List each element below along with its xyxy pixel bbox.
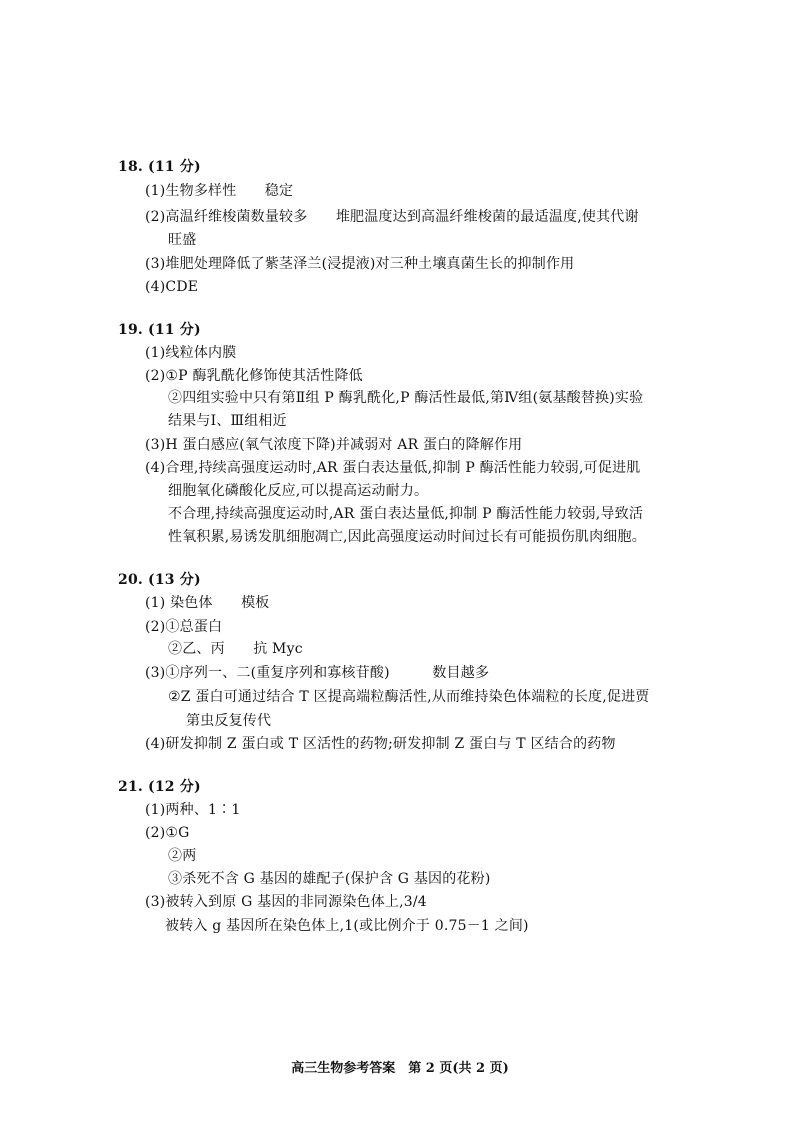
q21-answer-2-part2: ②两: [168, 848, 197, 864]
q18-answer-1: (1)生物多样性 稳定: [145, 183, 294, 199]
q20-heading: 20. (13 分): [118, 572, 201, 588]
q21-answer-2-part3: ③杀死不含 G 基因的雄配子(保护含 G 基因的花粉): [168, 871, 491, 887]
q18-heading: 18. (11 分): [118, 159, 201, 175]
q21-answer-2: (2)①G: [145, 825, 190, 841]
q20-answer-2: (2)①总蛋白: [145, 619, 223, 635]
q20-answer-3-part2-cont: 第虫反复传代: [186, 713, 272, 729]
page-footer: 高三生物参考答案 第 2 页(共 2 页): [291, 1061, 509, 1076]
q21-answer-3-alt: 被转入 g 基因所在染色体上,1(或比例介于 0.75－1 之间): [165, 918, 529, 934]
q21-answer-1: (1)两种、1∶1: [145, 802, 241, 818]
q20-answer-1: (1) 染色体 模板: [145, 595, 270, 611]
q18-answer-2-cont: 旺盛: [168, 232, 197, 248]
q19-answer-2-part2-cont: 结果与Ⅰ、Ⅲ组相近: [168, 413, 287, 429]
q19-answer-2: (2)①P 酶乳酰化修饰使其活性降低: [145, 368, 363, 384]
q20-answer-2-part2: ②乙、丙 抗 Myc: [168, 641, 303, 657]
q20-answer-4: (4)研发抑制 Z 蛋白或 T 区活性的药物;研发抑制 Z 蛋白与 T 区结合的药物: [145, 736, 616, 752]
q19-answer-4-cont: 细胞氧化磷酸化反应,可以提高运动耐力。: [168, 483, 429, 499]
q19-answer-4-alt-cont: 性氧积累,易诱发肌细胞凋亡,因此高强度运动时间过长有可能损伤肌肉细胞。: [168, 529, 646, 545]
q19-answer-1: (1)线粒体内膜: [145, 345, 237, 361]
q18-answer-4: (4)CDE: [145, 279, 199, 295]
q19-answer-4: (4)合理,持续高强度运动时,AR 蛋白表达量低,抑制 P 酶活性能力较弱,可促进肌: [145, 460, 641, 476]
q19-answer-3: (3)H 蛋白感应(氧气浓度下降)并减弱对 AR 蛋白的降解作用: [145, 437, 523, 453]
q21-answer-3: (3)被转入到原 G 基因的非同源染色体上,3/4: [145, 894, 427, 910]
q18-answer-3: (3)堆肥处理降低了紫茎泽兰(浸提液)对三种土壤真菌生长的抑制作用: [145, 256, 575, 272]
q19-answer-4-alt: 不合理,持续高强度运动时,AR 蛋白表达量低,抑制 P 酶活性能力较弱,导致活: [168, 506, 644, 522]
q18-answer-2: (2)高温纤维梭菌数量较多 堆肥温度达到高温纤维梭菌的最适温度,使其代谢: [145, 209, 639, 225]
q21-heading: 21. (12 分): [118, 779, 201, 795]
q19-heading: 19. (11 分): [118, 322, 201, 338]
q20-answer-3-part2: ②Z 蛋白可通过结合 T 区提高端粒酶活性,从而维持染色体端粒的长度,促进贾: [168, 689, 650, 705]
q20-answer-3: (3)①序列一、二(重复序列和寡核苷酸) 数目越多: [145, 665, 490, 681]
q19-answer-2-part2: ②四组实验中只有第Ⅱ组 P 酶乳酰化,P 酶活性最低,第Ⅳ组(氨基酸替换)实验: [168, 390, 644, 406]
